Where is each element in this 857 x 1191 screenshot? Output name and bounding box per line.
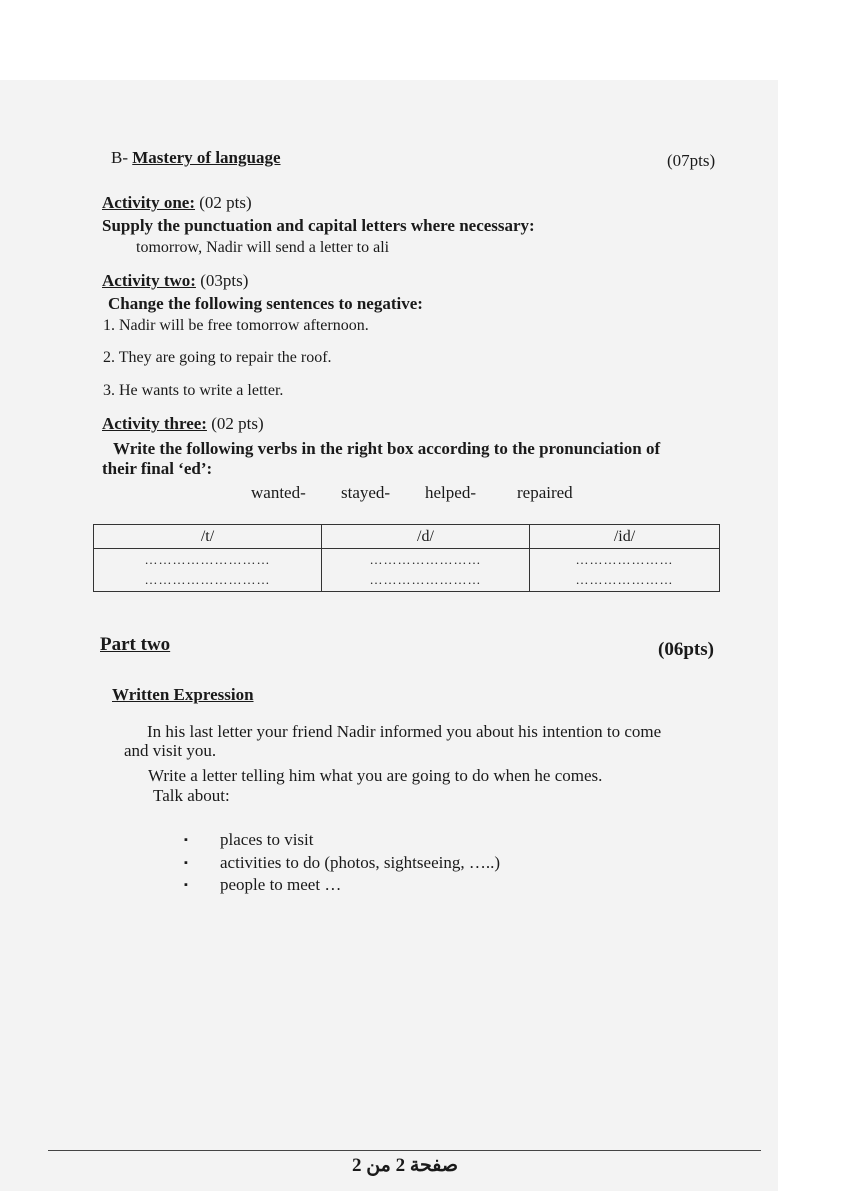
answer-cell-id [530,549,720,592]
section-b-heading [111,148,281,168]
answer-cell-t [94,549,322,592]
pronunciation-table [93,524,720,592]
activity-two-heading [102,271,248,291]
list-item [184,852,500,875]
verb-word: repaired [517,483,573,502]
answer-blank: …………………… [369,552,482,567]
answer-blank: ………………… [575,552,674,567]
activity-one-points: (02 pts) [195,193,252,212]
prompt-line1: In his last letter your friend Nadir informed you about his intention to come [147,722,662,741]
activity-three-instruction-line1: Write the following verbs in the right box according to the pronunciation of [113,439,661,458]
part-two-points: (06pts) [658,639,714,660]
answer-blank: ……………………… [144,572,271,587]
written-expression-title-text: Written Expression [112,685,254,704]
talk-about-list [184,829,500,897]
table-row [94,549,720,592]
sentence-item: 3. He wants to write a letter. [103,382,284,399]
table-header-row [94,525,720,549]
list-item-text: places to visit [220,830,314,849]
activity-one-instruction: Supply the punctuation and capital letters where necessary: [102,216,535,235]
activity-two-points: (03pts) [195,271,249,290]
bullet-icon: ▪ [184,856,188,869]
activity-three-points: (02 pts) [206,414,264,433]
sentence-item: 1. Nadir will be free tomorrow afternoon. [103,317,369,334]
activity-one-label: Activity one: [102,193,196,212]
answer-blank: ……………………… [144,552,271,567]
section-b-points: (07pts) [667,151,716,170]
activity-one-sentence: tomorrow, Nadir will send a letter to ali [136,239,390,256]
sentence-item: 2. They are going to repair the roof. [103,349,332,366]
activity-one-heading [102,193,252,213]
list-item-text: people to meet … [220,875,342,894]
answer-blank: ………………… [575,572,674,587]
list-item-text: activities to do (photos, sightseeing, …..) [220,852,500,872]
activity-three-heading [102,414,264,434]
task-instruction: Write a letter telling him what you are going to do when he comes. [148,766,603,785]
footer-divider [48,1150,761,1151]
bullet-icon: ▪ [184,834,188,846]
section-b-prefix: B- [111,148,133,167]
section-b-title: Mastery of language [132,148,281,167]
part-two-title-text: Part two [100,634,171,655]
prompt-line2: and visit you. [124,741,217,760]
verb-word: stayed- [341,483,391,502]
answer-blank: …………………… [369,572,482,587]
list-item [184,874,500,897]
verb-word: wanted- [251,483,306,502]
written-expression-title [112,685,254,705]
activity-three-label: Activity three: [102,414,207,433]
bullet-icon: ▪ [184,879,188,891]
answer-cell-d [322,549,530,592]
page-number: صفحة 2 من 2 [351,1155,459,1176]
part-two-title [100,634,170,656]
activity-two-instruction: Change the following sentences to negative: [108,294,423,313]
column-header-d: /d/ [322,525,530,549]
activity-two-label: Activity two: [102,271,196,290]
talk-about-label: Talk about: [153,786,230,805]
activity-three-instruction-line2: their final ‘ed’: [102,459,213,478]
list-item [184,829,500,852]
column-header-t: /t/ [94,525,322,549]
verb-word: helped- [425,483,476,502]
column-header-id: /id/ [530,525,720,549]
